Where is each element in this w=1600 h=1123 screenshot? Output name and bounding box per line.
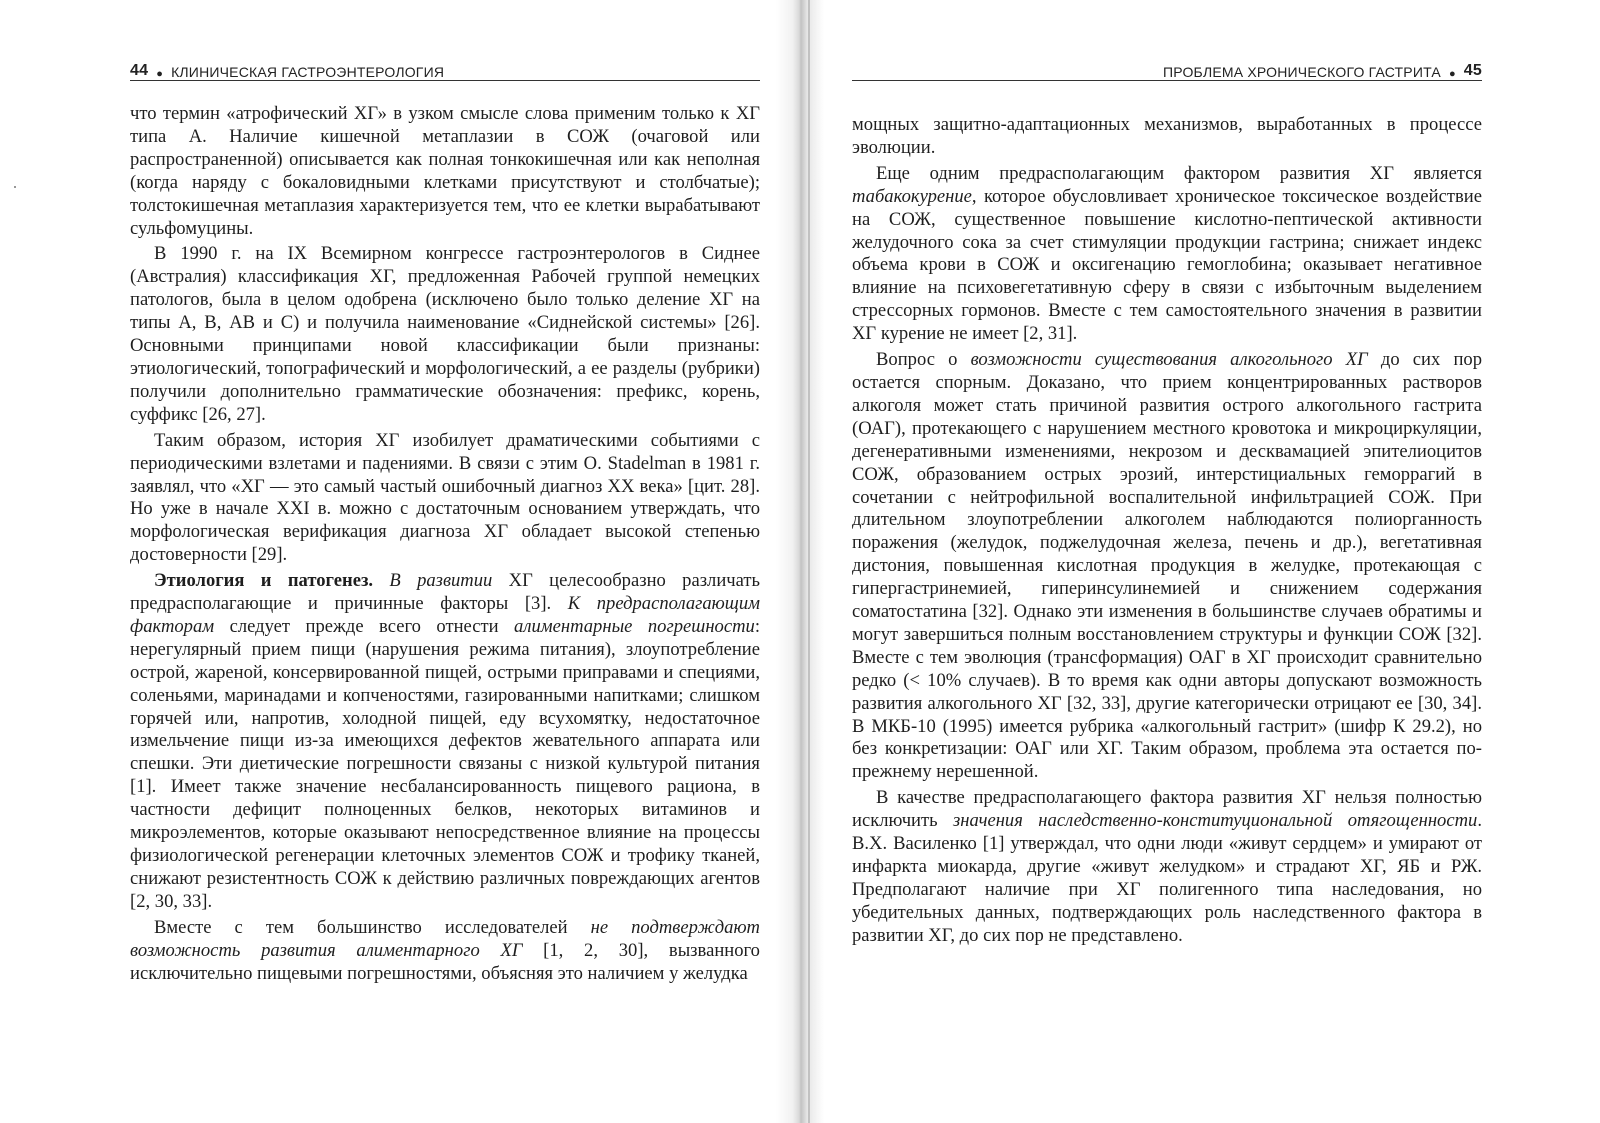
text-run: ХГ целесообразно различать предрасполагающие и причинные факторы [3].: [130, 570, 761, 615]
right-paragraph-1: мощных защитно-адаптационных механизмов, выработанных в процессе эволюции.: [852, 114, 1482, 158]
right-page-number: 45: [1463, 62, 1482, 79]
text-run: Вопрос о: [876, 349, 971, 371]
left-paragraph-5: [130, 917, 760, 986]
italic-phrase: К предрасполагающим факторам: [130, 593, 760, 637]
left-paragraph-4: [130, 570, 760, 914]
bullet-icon: ●: [156, 68, 164, 80]
italic-phrase: не подтверждают возможность развития алиментарного ХГ: [130, 916, 760, 961]
right-running-head: [852, 56, 1482, 81]
left-paragraph-3: Таким образом, история ХГ изобилует драматическими событиями с периодическими взлетами и падениями. В связи с этим O. Stadelman в 1981 г. заявлял, что «ХГ — это самый частый ошибочный диагноз XX века» [цит. 28]. Но уже в начале XXI в. можно с достаточным основанием утверждать, что морфологическая верификация диагноза ХГ обладает высокой степенью достоверности [29].: [130, 429, 760, 566]
text-run: Еще одним предрасполагающим фактором развития ХГ является: [876, 162, 1482, 184]
right-page: [800, 0, 1600, 1123]
left-running-head: [130, 56, 760, 81]
left-page-number: 44: [130, 62, 149, 79]
text-run: : нерегулярный прием пищи (нарушения режима питания), злоупотребление острой, жареной, консервированной пищей, острыми приправами и специями, соленьями, маринадами и копченостями, газированными напитками; слишком горячей или, напротив, холодной пищей, еду всухомятку, недостаточное измельчение пищи из-за имеющихся дефектов жевательного аппарата или спешки. Эти диетические погрешности связаны с низкой культурой питания [1]. Имеет также значение несбалансированность пищевого рациона, в частности дефицит полноценных белков, некоторых витаминов и микроэлементов, которые оказывают непосредственное влияние на процессы физиологической регенерации клеточных элементов СОЖ и трофику тканей, снижают резистентность СОЖ к действию различных повреждающих агентов [2, 30, 33].: [130, 615, 760, 912]
italic-phrase: В развитии: [389, 570, 493, 592]
text-run: . В.Х. Василенко [1] утверждал, что одни люди «живут сердцем» и умирают от инфаркта миокарда, другие «живут желудком» и страдают ХГ, ЯБ и РЖ. Предполагают наличие при ХГ полигенного типа наследования, но убедительных данных, подтверждающих роль наследственного фактора в развитии ХГ, до сих пор не представлено.: [852, 810, 1482, 946]
section-heading-etiology: Этиология и патогенез.: [154, 570, 374, 592]
text-run: Вместе с тем большинство исследователей: [154, 916, 591, 938]
right-paragraph-4: [852, 787, 1482, 947]
text-run: следует прежде всего отнести: [214, 615, 515, 637]
text-run: В качестве предрасполагающего фактора развития ХГ нельзя полностью исключить: [852, 787, 1482, 832]
italic-phrase: значения наследственно-конституциональной отягощенности: [953, 810, 1478, 832]
left-running-head-title: КЛИНИЧЕСКАЯ ГАСТРОЭНТЕРОЛОГИЯ: [171, 64, 445, 80]
text-run: до сих пор остается спорным. Доказано, что прием концентрированных растворов алкоголя может стать причиной развития острого алкогольного гастрита (ОАГ), протекающего с нарушением местного кровотока и микроциркуляции, дегенеративными изменениями, некрозом и десквамацией эпителиоцитов СОЖ, образованием острых эрозий, интерстициальных геморрагий в сочетании с нейтрофильной воспалительной инфильтрацией СОЖ. При длительном злоупотреблении алкоголем наблюдаются полиорганность поражения (желудок, поджелудочная железа, печень и др.), вегетативная дистония, повышенная кислотная продукция в желудке, протекающая с гипергастринемией, гиперинсулинемией и снижением содержания соматостатина [32]. Однако эти изменения в большинстве случаев обратимы и могут завершиться полным восстановлением структуры и функции СОЖ [32]. Вместе с тем эволюция (трансформация) ОАГ в ХГ происходит сравнительно редко (< 10% случаев). В то время как одни авторы допускают возможность развития алкогольного ХГ [32, 33], другие категорически отрицают ее [30, 34]. В МКБ-10 (1995) имеется рубрика «алкогольный гастрит» (шифр К 29.2), но без конкретизации: ОАГ или ХГ. Таким образом, проблема эта остается по-прежнему нерешенной.: [852, 349, 1482, 783]
left-paragraph-1: что термин «атрофический ХГ» в узком смысле слова применим только к ХГ типа А. Наличие кишечной метаплазии в СОЖ (очаговой или распространенной) описывается как полная тонкокишечная или как неполная (когда наряду с бокаловидными клетками присутствуют и столбчатые); толстокишечная метаплазия характеризуется тем, что ее клетки вырабатывают сульфомуцины.: [130, 103, 760, 239]
right-paragraph-3: [852, 349, 1482, 784]
bullet-icon: ●: [1448, 68, 1456, 80]
left-page-text: [130, 103, 760, 985]
italic-phrase: алиментарные погрешности: [514, 615, 755, 637]
right-running-head-title: ПРОБЛЕМА ХРОНИЧЕСКОГО ГАСТРИТА: [1162, 64, 1441, 80]
left-paragraph-2: В 1990 г. на IX Всемирном конгрессе гастроэнтерологов в Сиднее (Австралия) классификация ХГ, предложенная Рабочей группой немецких патологов, была в целом одобрена (исключено было только деление ХГ на типы А, В, АВ и С) и получила наименование «Сиднейской системы» [26]. Основными принципами новой классификации были признаны: этиологический, топографический и морфологический, а ее разделы (рубрики) получили дополнительно грамматические обозначения: префикс, корень, суффикс [26, 27].: [130, 243, 760, 425]
text-run: [1, 2, 30], вызванного исключительно пищевыми погрешностями, объясняя это наличием у желудка: [130, 939, 760, 984]
right-paragraph-2: [852, 163, 1482, 346]
right-page-text: [852, 114, 1482, 948]
text-run: , которое обусловливает хроническое токсическое воздействие на СОЖ, существенное повышение кислотно-пептической активности желудочного сока за счет стимуляции продукции гастрина; снижает индекс объема крови в СОЖ и оксигенацию гемоглобина; оказывает негативное влияние на психовегетативную сферу в связи с избыточным выделением стрессорных гормонов. Вместе с тем самостоятельного значения в развитии ХГ курение не имеет [2, 31].: [852, 185, 1482, 345]
italic-phrase: возможности существования алкогольного ХГ: [970, 349, 1368, 371]
italic-phrase: табакокурение: [852, 185, 972, 207]
